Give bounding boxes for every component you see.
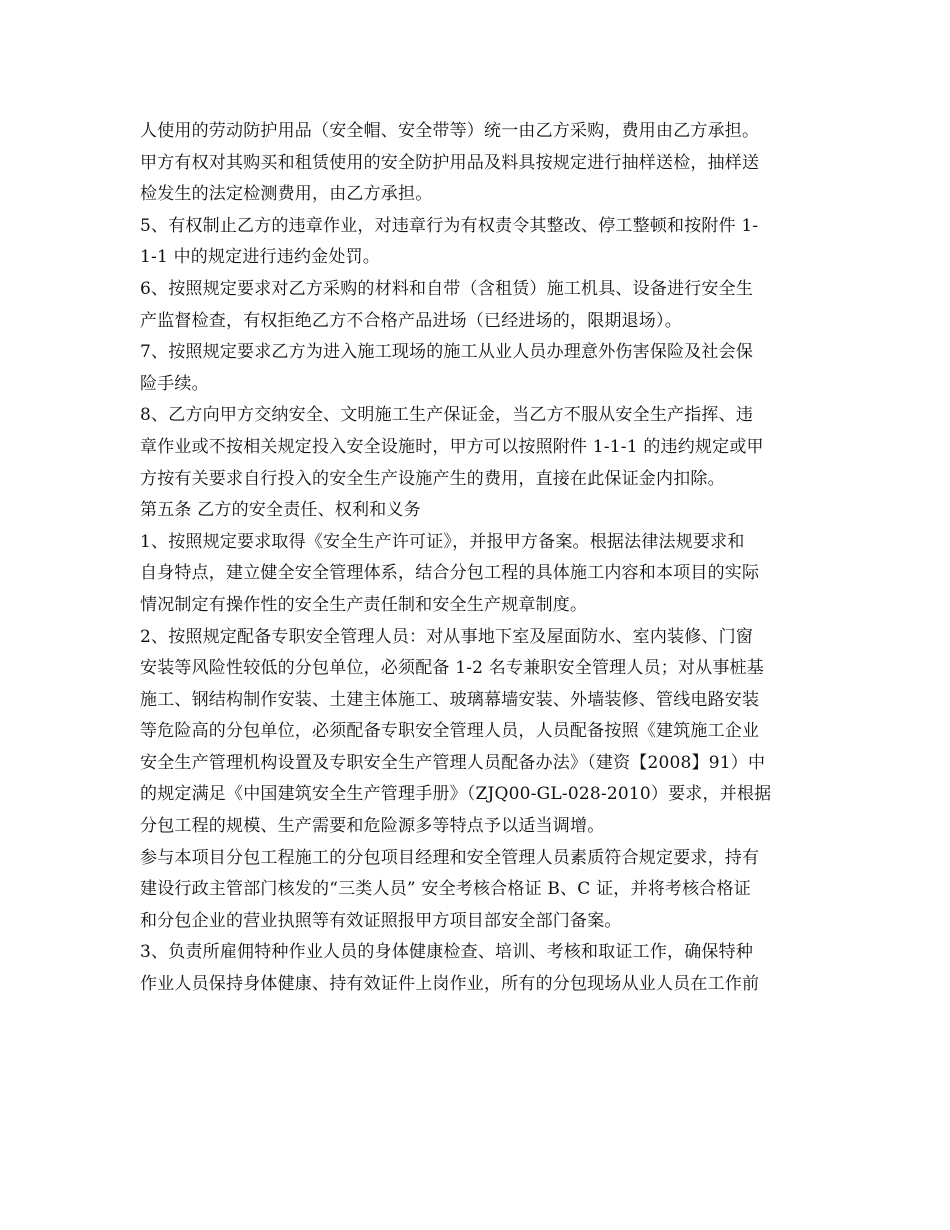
text-line: 7、按照规定要求乙方为进入施工现场的施工从业人员办理意外伤害保险及社会保 (140, 342, 754, 363)
text-line: 5、有权制止乙方的违章作业，对违章行为有权责令其整改、停工整顿和按附件 1- (140, 215, 759, 236)
text-line: 施工、钢结构制作安装、土建主体施工、玻璃幕墙安装、外墙装修、管线电路安装 (140, 689, 760, 710)
document-body (140, 116, 815, 1001)
section-heading: 第五条 乙方的安全责任、权利和义务 (140, 500, 421, 521)
text-line: 情况制定有操作性的安全生产责任制和安全生产规章制度。 (140, 594, 588, 615)
text-line: 8、乙方向甲方交纳安全、文明施工生产保证金，当乙方不服从安全生产指挥、违 (140, 405, 754, 426)
text-line: 安装等风险性较低的分包单位，必须配备 1-2 名专兼职安全管理人员；对从事桩基 (140, 658, 764, 679)
text-line: 参与本项目分包工程施工的分包项目经理和安全管理人员素质符合规定要求，持有 (140, 847, 760, 868)
text-line: 2、按照规定配备专职安全管理人员：对从事地下室及屋面防水、室内装修、门窗 (140, 626, 754, 647)
text-line: 3、负责所雇佣特种作业人员的身体健康检查、培训、考核和取证工作，确保特种 (140, 942, 754, 963)
text-line: 的规定满足《中国建筑安全生产管理手册》（ZJQ00-GL-028-2010）要求，并根据 (140, 784, 772, 805)
text-line: 作业人员保持身体健康、持有效证件上岗作业，所有的分包现场从业人员在工作前 (140, 974, 760, 995)
text-line: 甲方有权对其购买和租赁使用的安全防护用品及料具按规定进行抽样送检，抽样送 (140, 152, 760, 173)
text-line: 方按有关要求自行投入的安全生产设施产生的费用，直接在此保证金内扣除。 (140, 468, 725, 489)
text-line: 等危险高的分包单位，必须配备专职安全管理人员，人员配备按照《建筑施工企业 (140, 721, 760, 742)
text-line: 自身特点，建立健全安全管理体系，结合分包工程的具体施工内容和本项目的实际 (140, 563, 760, 584)
text-line: 和分包企业的营业执照等有效证照报甲方项目部安全部门备案。 (140, 910, 622, 931)
text-line: 1-1 中的规定进行违约金处罚。 (140, 247, 380, 268)
text-line: 险手续。 (140, 373, 209, 394)
text-line: 建设行政主管部门核发的“三类人员” 安全考核合格证 B、C 证，并将考核合格证 (140, 879, 751, 900)
text-line: 安全生产管理机构设置及专职安全生产管理人员配备办法》（建资【2008】91）中 (140, 752, 766, 773)
text-line: 分包工程的规模、生产需要和危险源多等特点予以适当调增。 (140, 816, 605, 837)
text-line: 1、按照规定要求取得《安全生产许可证》，并报甲方备案。根据法律法规要求和 (140, 531, 745, 552)
text-line: 章作业或不按相关规定投入安全设施时，甲方可以按照附件 1-1-1 的违约规定或甲 (140, 436, 764, 457)
text-line: 检发生的法定检测费用，由乙方承担。 (140, 184, 433, 205)
text-line: 人使用的劳动防护用品（安全帽、安全带等）统一由乙方采购，费用由乙方承担。 (140, 121, 760, 141)
text-line: 6、按照规定要求对乙方采购的材料和自带（含租赁）施工机具、设备进行安全生 (140, 278, 754, 299)
text-line: 产监督检查，有权拒绝乙方不合格产品进场（已经进场的，限期退场）。 (140, 310, 682, 331)
